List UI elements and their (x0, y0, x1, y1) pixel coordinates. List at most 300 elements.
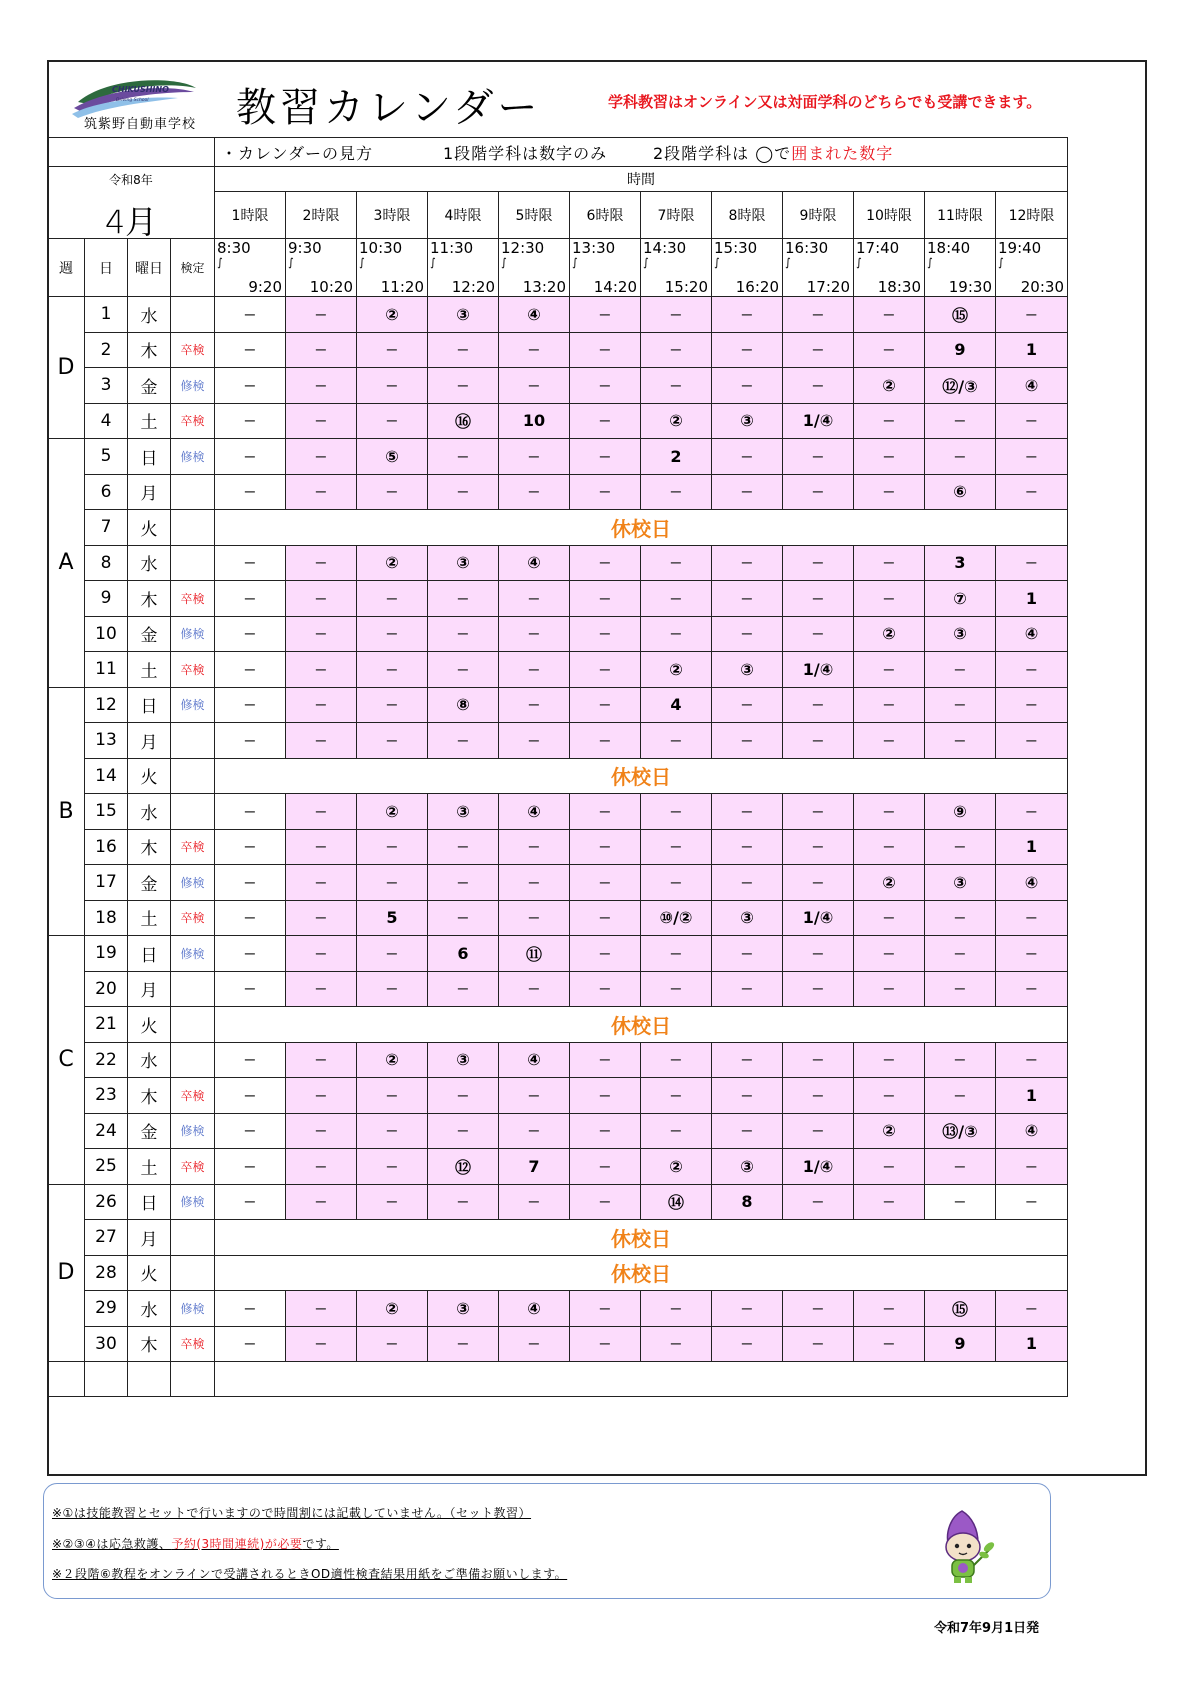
time-end: 17:20 (806, 278, 850, 296)
day-row (48, 900, 1068, 936)
class-slot: − (570, 1078, 641, 1114)
class-slot: − (286, 1326, 357, 1362)
day-row (48, 723, 1068, 759)
class-slot: − (357, 865, 428, 901)
day-of-week: 金 (128, 1113, 171, 1149)
issue-date: 令和7年9月1日発 (934, 1621, 1040, 1636)
class-slot: ⑮ (925, 1291, 996, 1327)
class-slot: − (570, 581, 641, 617)
class-slot: − (215, 687, 286, 723)
week-label: A (48, 439, 85, 688)
day-number: 1 (85, 297, 128, 333)
day-of-week: 水 (128, 1042, 171, 1078)
class-slot: − (783, 368, 854, 404)
time-start: 15:30 (714, 239, 758, 257)
class-slot: − (996, 652, 1068, 688)
class-slot: − (215, 1078, 286, 1114)
time-end: 16:20 (735, 278, 779, 296)
period-time (286, 239, 357, 297)
time-end: 18:30 (877, 278, 921, 296)
class-slot: − (286, 1078, 357, 1114)
class-slot: ⑬/③ (925, 1113, 996, 1149)
week-label: D (48, 1184, 85, 1362)
day-of-week: 火 (128, 1255, 171, 1291)
class-slot: − (925, 403, 996, 439)
class-slot: − (499, 1184, 570, 1220)
class-slot: ⑨ (925, 794, 996, 830)
class-slot: − (641, 581, 712, 617)
class-slot: ③ (428, 1042, 499, 1078)
class-slot: − (570, 332, 641, 368)
holiday-label: 休校日 (215, 1220, 1068, 1256)
period-header: 4時限 (428, 192, 499, 239)
class-slot: − (357, 1149, 428, 1185)
class-slot: − (641, 829, 712, 865)
class-slot: − (499, 652, 570, 688)
class-slot: − (925, 1184, 996, 1220)
day-of-week: 水 (128, 794, 171, 830)
class-slot: − (570, 1326, 641, 1362)
period-time (925, 239, 996, 297)
class-slot: − (641, 1291, 712, 1327)
class-slot: − (641, 1113, 712, 1149)
day-number: 3 (85, 368, 128, 404)
class-slot: − (570, 723, 641, 759)
class-slot: − (499, 723, 570, 759)
exam-label: 修検 (171, 687, 215, 723)
class-slot: − (357, 687, 428, 723)
class-slot: − (712, 829, 783, 865)
class-slot: ⑪ (499, 936, 570, 972)
class-slot: − (215, 971, 286, 1007)
class-slot: − (286, 794, 357, 830)
class-slot: − (286, 474, 357, 510)
class-slot: − (570, 1042, 641, 1078)
time-wave-icon: ∫ (856, 256, 862, 269)
class-slot: − (712, 297, 783, 333)
exam-label (171, 1220, 215, 1256)
time-start: 14:30 (643, 239, 687, 257)
time-end: 13:20 (522, 278, 566, 296)
class-slot: − (499, 368, 570, 404)
class-slot: ④ (996, 865, 1068, 901)
exam-label (171, 794, 215, 830)
class-slot: − (357, 723, 428, 759)
period-time (215, 239, 286, 297)
class-slot: − (286, 403, 357, 439)
day-of-week: 日 (128, 936, 171, 972)
day-row (48, 936, 1068, 972)
class-slot: − (854, 1184, 925, 1220)
class-slot: − (783, 1184, 854, 1220)
day-row (48, 297, 1068, 333)
day-number: 25 (85, 1149, 128, 1185)
class-slot: − (783, 1113, 854, 1149)
time-end: 10:20 (309, 278, 353, 296)
day-number: 26 (85, 1184, 128, 1220)
class-slot: − (854, 723, 925, 759)
class-slot: − (286, 652, 357, 688)
class-slot: 4 (641, 687, 712, 723)
class-slot: ⑩/② (641, 900, 712, 936)
class-slot: − (215, 1113, 286, 1149)
period-header: 6時限 (570, 192, 641, 239)
class-slot: − (286, 1291, 357, 1327)
class-slot: − (357, 581, 428, 617)
class-slot: − (854, 794, 925, 830)
day-number: 17 (85, 865, 128, 901)
class-slot: − (925, 1042, 996, 1078)
class-slot: − (854, 1042, 925, 1078)
day-row (48, 332, 1068, 368)
class-slot: ② (854, 1113, 925, 1149)
time-wave-icon: ∫ (998, 256, 1004, 269)
day-number: 16 (85, 829, 128, 865)
time-header: 時間 (215, 167, 1068, 192)
exam-label (171, 474, 215, 510)
period-header: 8時限 (712, 192, 783, 239)
mascot-character (932, 1507, 1002, 1587)
exam-label: 卒検 (171, 1326, 215, 1362)
class-slot: − (925, 687, 996, 723)
class-slot: − (286, 1113, 357, 1149)
class-slot: ④ (499, 297, 570, 333)
exam-label: 修検 (171, 616, 215, 652)
class-slot: − (570, 936, 641, 972)
day-of-week: 土 (128, 403, 171, 439)
class-slot: − (428, 900, 499, 936)
time-wave-icon: ∫ (217, 256, 223, 269)
class-slot: − (286, 297, 357, 333)
class-slot: − (428, 616, 499, 652)
class-slot: − (925, 829, 996, 865)
class-slot: − (499, 581, 570, 617)
class-slot: − (286, 900, 357, 936)
exam-label: 卒検 (171, 1149, 215, 1185)
class-slot: ④ (499, 545, 570, 581)
class-slot: − (499, 474, 570, 510)
period-time (783, 239, 854, 297)
class-slot: 1/④ (783, 900, 854, 936)
class-slot: − (854, 936, 925, 972)
class-slot: ③ (925, 865, 996, 901)
legend-stage2-red: 囲まれた数字 (791, 143, 894, 163)
day-number: 9 (85, 581, 128, 617)
class-slot: 10 (499, 403, 570, 439)
holiday-label: 休校日 (215, 758, 1068, 794)
class-slot: − (215, 332, 286, 368)
class-slot: − (712, 581, 783, 617)
blank-cell (48, 1362, 85, 1397)
class-slot: − (925, 936, 996, 972)
class-slot: ⑫/③ (925, 368, 996, 404)
time-wave-icon: ∫ (714, 256, 720, 269)
class-slot: − (712, 794, 783, 830)
exam-label: 卒検 (171, 403, 215, 439)
class-slot: − (357, 652, 428, 688)
day-row (48, 510, 1068, 546)
month-label: 4月 (104, 203, 158, 239)
class-slot: − (286, 368, 357, 404)
day-of-week: 金 (128, 865, 171, 901)
class-slot: − (854, 545, 925, 581)
class-slot: 1 (996, 829, 1068, 865)
class-slot: − (854, 1326, 925, 1362)
day-number: 11 (85, 652, 128, 688)
time-end: 15:20 (664, 278, 708, 296)
class-slot: ③ (428, 545, 499, 581)
class-slot: − (499, 439, 570, 475)
class-slot: − (712, 723, 783, 759)
class-slot: − (570, 971, 641, 1007)
day-number: 12 (85, 687, 128, 723)
day-row (48, 1078, 1068, 1114)
class-slot: − (286, 545, 357, 581)
period-header: 9時限 (783, 192, 854, 239)
class-slot: − (215, 1042, 286, 1078)
class-slot: − (215, 297, 286, 333)
day-of-week: 木 (128, 581, 171, 617)
exam-label (171, 1042, 215, 1078)
class-slot: − (570, 297, 641, 333)
day-row (48, 1220, 1068, 1256)
class-slot: − (996, 1184, 1068, 1220)
class-slot: − (286, 1042, 357, 1078)
class-slot: ⑤ (357, 439, 428, 475)
class-slot: − (996, 474, 1068, 510)
class-slot: − (641, 936, 712, 972)
calendar-table (47, 137, 1068, 1397)
day-row (48, 403, 1068, 439)
period-header: 7時限 (641, 192, 712, 239)
class-slot: − (854, 332, 925, 368)
day-of-week: 金 (128, 368, 171, 404)
class-slot: − (712, 1291, 783, 1327)
class-slot: − (570, 652, 641, 688)
class-slot: ② (357, 1042, 428, 1078)
class-slot: − (499, 616, 570, 652)
class-slot: − (357, 971, 428, 1007)
class-slot: 1 (996, 1326, 1068, 1362)
class-slot: ③ (712, 1149, 783, 1185)
class-slot: ⑫ (428, 1149, 499, 1185)
class-slot: ③ (712, 652, 783, 688)
class-slot: ③ (712, 900, 783, 936)
class-slot: − (783, 865, 854, 901)
class-slot: − (783, 439, 854, 475)
class-slot: − (925, 1078, 996, 1114)
class-slot: 6 (428, 936, 499, 972)
time-end: 14:20 (593, 278, 637, 296)
class-slot: − (499, 1113, 570, 1149)
legend-label: ・カレンダーの見方 (221, 143, 373, 163)
class-slot: ② (641, 652, 712, 688)
class-slot: − (570, 439, 641, 475)
class-slot: − (712, 936, 783, 972)
time-start: 8:30 (217, 239, 251, 257)
class-slot: 3 (925, 545, 996, 581)
class-slot: − (215, 936, 286, 972)
day-number: 20 (85, 971, 128, 1007)
time-end: 12:20 (451, 278, 495, 296)
day-number: 18 (85, 900, 128, 936)
class-slot: − (641, 332, 712, 368)
exam-label: 卒検 (171, 900, 215, 936)
day-row (48, 545, 1068, 581)
time-start: 9:30 (288, 239, 322, 257)
class-slot: ⑦ (925, 581, 996, 617)
day-number: 13 (85, 723, 128, 759)
class-slot: − (499, 687, 570, 723)
class-slot: − (499, 900, 570, 936)
class-slot: − (712, 332, 783, 368)
day-number: 29 (85, 1291, 128, 1327)
class-slot: − (712, 439, 783, 475)
class-slot: − (996, 900, 1068, 936)
class-slot: − (215, 865, 286, 901)
exam-label: 卒検 (171, 652, 215, 688)
day-of-week: 木 (128, 1326, 171, 1362)
col-day: 日 (85, 239, 128, 297)
class-slot: − (996, 297, 1068, 333)
time-start: 13:30 (572, 239, 616, 257)
period-header: 3時限 (357, 192, 428, 239)
week-label: C (48, 936, 85, 1185)
class-slot: − (712, 1078, 783, 1114)
exam-label: 卒検 (171, 581, 215, 617)
class-slot: − (428, 1326, 499, 1362)
day-of-week: 土 (128, 652, 171, 688)
class-slot: − (215, 403, 286, 439)
day-number: 10 (85, 616, 128, 652)
class-slot: 1/④ (783, 1149, 854, 1185)
day-number: 23 (85, 1078, 128, 1114)
class-slot: − (854, 652, 925, 688)
class-slot: − (641, 723, 712, 759)
class-slot: ② (641, 403, 712, 439)
class-slot: − (215, 900, 286, 936)
exam-label (171, 297, 215, 333)
notes-box (43, 1483, 1051, 1599)
day-of-week: 日 (128, 1184, 171, 1220)
class-slot: − (499, 1078, 570, 1114)
class-slot: − (783, 936, 854, 972)
time-wave-icon: ∫ (359, 256, 365, 269)
day-of-week: 月 (128, 971, 171, 1007)
class-slot: − (215, 474, 286, 510)
class-slot: − (996, 794, 1068, 830)
class-slot: − (428, 474, 499, 510)
day-of-week: 月 (128, 1220, 171, 1256)
class-slot: − (357, 1078, 428, 1114)
class-slot: − (783, 1326, 854, 1362)
exam-label (171, 1255, 215, 1291)
day-row (48, 758, 1068, 794)
class-slot: − (641, 545, 712, 581)
class-slot: − (570, 545, 641, 581)
day-of-week: 木 (128, 829, 171, 865)
class-slot: − (712, 971, 783, 1007)
class-slot: − (854, 829, 925, 865)
class-slot: − (286, 616, 357, 652)
class-slot: − (783, 297, 854, 333)
class-slot: − (357, 403, 428, 439)
day-row (48, 474, 1068, 510)
time-wave-icon: ∫ (288, 256, 294, 269)
class-slot: − (712, 616, 783, 652)
class-slot: − (996, 545, 1068, 581)
class-slot: ② (641, 1149, 712, 1185)
class-slot: − (641, 368, 712, 404)
day-row (48, 794, 1068, 830)
day-number: 4 (85, 403, 128, 439)
day-row (48, 1149, 1068, 1185)
day-number: 2 (85, 332, 128, 368)
class-slot: − (215, 439, 286, 475)
day-row (48, 439, 1068, 475)
day-of-week: 月 (128, 474, 171, 510)
class-slot: − (286, 332, 357, 368)
time-start: 19:40 (998, 239, 1042, 257)
class-slot: − (854, 297, 925, 333)
class-slot: − (996, 439, 1068, 475)
class-slot: − (570, 687, 641, 723)
exam-label: 修検 (171, 368, 215, 404)
period-time (499, 239, 570, 297)
class-slot: − (428, 652, 499, 688)
class-slot: ⑥ (925, 474, 996, 510)
class-slot: − (570, 1291, 641, 1327)
class-slot: − (215, 1149, 286, 1185)
class-slot: − (996, 403, 1068, 439)
time-start: 16:30 (785, 239, 829, 257)
class-slot: 7 (499, 1149, 570, 1185)
legend-stage2: 2段階学科は ◯で (653, 143, 792, 163)
class-slot: − (286, 439, 357, 475)
class-slot: − (499, 1326, 570, 1362)
time-start: 12:30 (501, 239, 545, 257)
exam-label: 卒検 (171, 1078, 215, 1114)
period-header: 12時限 (996, 192, 1068, 239)
class-slot: − (570, 616, 641, 652)
note-2: ※②③④は応急救護、予約(3時間連続)が必要です。 (52, 1537, 339, 1551)
class-slot: − (925, 652, 996, 688)
day-of-week: 木 (128, 332, 171, 368)
day-of-week: 水 (128, 297, 171, 333)
period-header: 11時限 (925, 192, 996, 239)
class-slot: − (712, 1042, 783, 1078)
class-slot: ③ (712, 403, 783, 439)
class-slot: − (712, 545, 783, 581)
time-wave-icon: ∫ (643, 256, 649, 269)
exam-label (171, 723, 215, 759)
class-slot: − (641, 865, 712, 901)
exam-label: 修検 (171, 439, 215, 475)
period-header: 1時限 (215, 192, 286, 239)
class-slot: − (712, 1113, 783, 1149)
time-start: 18:40 (927, 239, 971, 257)
day-row (48, 865, 1068, 901)
blank-cell (85, 1362, 128, 1397)
class-slot: − (712, 1326, 783, 1362)
class-slot: − (783, 1042, 854, 1078)
class-slot: ③ (428, 794, 499, 830)
time-start: 10:30 (359, 239, 403, 257)
class-slot: ④ (996, 1113, 1068, 1149)
class-slot: − (641, 1326, 712, 1362)
logo-subtext: Driving School (116, 98, 149, 103)
class-slot: − (996, 723, 1068, 759)
